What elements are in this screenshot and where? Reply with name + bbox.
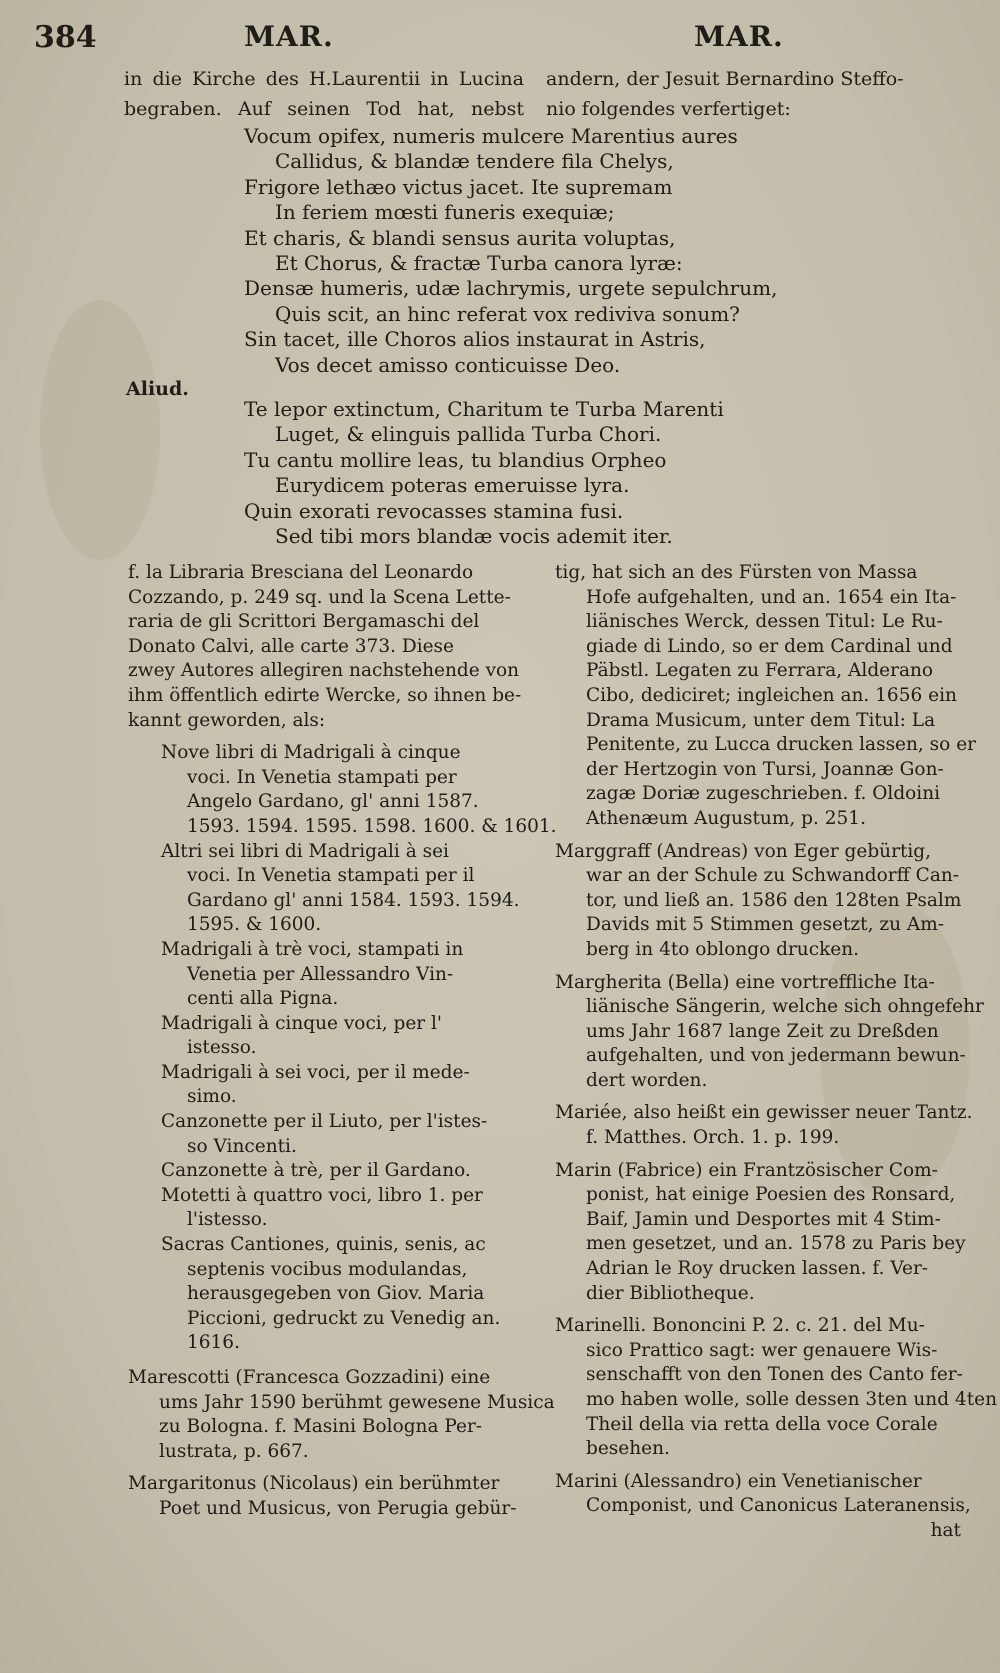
running-head-right: MAR. [694,20,784,53]
text-line: kannt geworden, als: [128,709,326,731]
text-line: senschafft von den Tonen des Canto fer- [586,1364,963,1386]
verse-line: Tu cantu mollire leas, tu blandius Orpheo [244,447,667,472]
text-line: Marin (Fabrice) ein Frantzösischer Com- [555,1159,938,1181]
text-line: zagæ Doriæ zugeschrieben. f. Oldoini [586,783,941,805]
text-line: Madrigali à cinque voci, per l' [161,1012,442,1034]
text-line: centi alla Pigna. [187,988,339,1010]
dictionary-entry [128,1366,555,1464]
dictionary-entry [555,840,961,963]
work-item [128,1012,536,1061]
verse-line: Densæ humeris, udæ lachrymis, urgete sepulchrum, [244,276,778,301]
text-line: war an der Schule zu Schwandorff Can- [586,865,960,887]
work-item [128,741,557,839]
text-line: andern, der Jesuit Bernardino Steffo- [546,68,904,90]
dictionary-entry [555,1314,997,1462]
text-line: ums Jahr 1687 lange Zeit zu Dreßden [586,1020,939,1042]
text-line: Marinelli. Bononcini P. 2. c. 21. del Mu- [555,1315,925,1337]
text-line: dier Bibliotheque. [586,1282,755,1304]
verse-line: Luget, & elinguis pallida Turba Chori. [275,422,662,447]
verse-line: Frigore lethæo victus jacet. Ite supremam [244,174,673,199]
text-line: so Vincenti. [187,1135,297,1157]
text-line: Päbstl. Legaten zu Ferrara, Alderano [586,660,934,682]
top-right-text [546,64,966,124]
text-line: Altri sei libri di Madrigali à sei [161,840,449,862]
text-line: zwey Autores allegiren nachstehende von [128,660,520,682]
text-line: besehen. [586,1438,670,1460]
text-line: ihm öffentlich edirte Wercke, so ihnen be- [128,684,522,706]
text-line: lustrata, p. 667. [159,1440,309,1462]
text-line: voci. In Venetia stampati per il [187,865,475,887]
text-line: Hofe aufgehalten, und an. 1654 ein Ita- [586,586,957,608]
text-line: nio folgendes verfertiget: [546,98,791,120]
text-line: Cozzando, p. 249 sq. und la Scena Lette- [128,586,511,608]
text-line: Angelo Gardano, gl' anni 1587. [187,791,479,813]
text-line: Davids mit 5 Stimmen gesetzt, zu Am- [586,914,945,936]
work-item [128,1184,536,1233]
text-line: Sacras Cantiones, quinis, senis, ac [161,1234,486,1256]
text-line: Marini (Alessandro) ein Venetianischer [555,1470,922,1492]
text-line: Mariée, also heißt ein gewisser neuer Tantz. [555,1102,973,1124]
text-line: aufgehalten, und von jedermann bewun- [586,1045,966,1067]
text-line: Adrian le Roy drucken lassen. f. Ver- [586,1258,929,1280]
dictionary-entry [555,971,984,1094]
work-item [128,1061,536,1110]
work-item [128,1110,536,1159]
text-line: Madrigali à sei voci, per il mede- [161,1061,470,1083]
text-line: Baif, Jamin und Desportes mit 4 Stim- [586,1208,941,1230]
text-line: Piccioni, gedruckt zu Venedig an. [187,1307,501,1329]
text-line: Canzonette à trè, per il Gardano. [161,1160,471,1182]
text-line: Margherita (Bella) eine vortreffliche Ita- [555,971,935,993]
dictionary-entry [555,561,976,832]
text-line: l'istesso. [187,1209,268,1231]
text-line: Motetti à quattro voci, libro 1. per [161,1184,483,1206]
second-epitaph-poem [244,397,944,549]
text-line: sico Prattico sagt: wer genauere Wis- [586,1339,938,1361]
text-line: zu Bologna. f. Masini Bologna Per- [159,1416,483,1438]
text-line: Componist, und Canonicus Lateranensis, [586,1495,971,1517]
verse-line: Sin tacet, ille Choros alios instaurat in Astris, [244,327,706,352]
aliud-label: Aliud. [126,378,189,400]
text-line: f. Matthes. Orch. 1. p. 199. [586,1127,840,1149]
text-line: septenis vocibus modulandas, [187,1258,468,1280]
dictionary-entry [128,1472,536,1521]
text-line: Gardano gl' anni 1584. 1593. 1594. [187,889,520,911]
right-column [555,561,997,1552]
work-item [128,938,536,1012]
works-list [128,741,557,1356]
catchword: hat [930,1519,961,1541]
text-line: 1616. [187,1332,240,1354]
text-line: Athenæum Augustum, p. 251. [586,807,866,829]
text-line: liänische Sängerin, welche sich ohngefehr [586,996,984,1018]
text-line: dert worden. [586,1069,708,1091]
verse-line: Callidus, & blandæ tendere fila Chelys, [275,149,674,174]
text-line: men gesetzet, und an. 1578 zu Paris bey [586,1233,966,1255]
verse-line: Vocum opifex, numeris mulcere Marentius aures [244,124,738,148]
text-line: Marggraff (Andreas) von Eger gebürtig, [555,840,932,862]
text-line: f. la Libraria Bresciana del Leonardo [128,562,474,583]
text-line: Canzonette per il Liuto, per l'istes- [161,1111,488,1133]
text-line: tor, und ließ an. 1586 den 128ten Psalm [586,889,962,911]
text-line: ponist, hat einige Poesien des Ronsard, [586,1184,956,1206]
work-item [128,1159,536,1184]
verse-line: Quis scit, an hinc referat vox rediviva sonum? [275,301,740,326]
text-line: Nove libri di Madrigali à cinque [161,742,461,764]
text-line: raria de gli Scrittori Bergamaschi del [128,611,480,633]
text-line: Margaritonus (Nicolaus) ein berühmter [128,1473,500,1495]
text-line: Marescotti (Francesca Gozzadini) eine [128,1367,491,1388]
text-line: voci. In Venetia stampati per [187,766,457,788]
text-line: istesso. [187,1037,257,1059]
text-line: Cibo, dediciret; ingleichen an. 1656 ein [586,684,957,706]
text-line: 1595. & 1600. [187,914,322,936]
text-line: berg in 4to oblongo drucken. [586,938,860,960]
text-line: in die Kirche des H.Laurentii in Lucina [124,68,524,90]
text-line: Venetia per Allessandro Vin- [187,963,454,985]
left-column [128,561,557,1530]
dictionary-entry [555,1101,973,1150]
verse-line: Eurydicem poteras emeruisse lyra. [275,473,630,498]
text-line: ums Jahr 1590 berühmt gewesene Musica [159,1391,555,1413]
text-line: Penitente, zu Lucca drucken lassen, so er [586,734,976,756]
top-left-text [124,64,524,124]
text-line: Drama Musicum, unter dem Titul: La [586,709,936,731]
text-line: Theil della via retta della voce Corale [586,1413,938,1435]
dictionary-entry [555,1470,971,1544]
work-item [128,840,536,938]
text-line: Donato Calvi, alle carte 373. Diese [128,635,454,657]
text-line: 1593. 1594. 1595. 1598. 1600. & 1601. [187,815,557,837]
running-head-left: MAR. [244,20,334,53]
dictionary-entry [555,1159,966,1307]
verse-line: Quin exorati revocasses stamina fusi. [244,498,624,523]
text-line: mo haben wolle, solle dessen 3ten und 4ten [586,1389,997,1410]
text-line: tig, hat sich an des Fürsten von Massa [555,562,918,583]
text-line: simo. [187,1086,237,1108]
verse-line: Sed tibi mors blandæ vocis ademit iter. [275,524,673,549]
text-line: Madrigali à trè voci, stampati in [161,938,464,960]
verse-line: Et charis, & blandi sensus aurita voluptas, [244,225,676,250]
page-number: 384 [34,20,97,55]
running-header [0,18,1000,58]
verse-line: In feriem mœsti funeris exequiæ; [275,200,615,225]
verse-line: Vos decet amisso conticuisse Deo. [275,352,621,377]
text-line: giade di Lindo, so er dem Cardinal und [586,635,953,657]
text-line: Poet und Musicus, von Perugia gebür- [159,1497,517,1519]
text-line: begraben. Auf seinen Tod hat, nebst [124,98,524,120]
work-item [128,1233,536,1356]
intro-paragraph [128,561,536,733]
verse-line: Te lepor extinctum, Charitum te Turba Marenti [244,397,724,421]
paper-stain [40,300,160,560]
text-line: liänisches Werck, dessen Titul: Le Ru- [586,611,943,633]
text-line: der Hertzogin von Tursi, Joannæ Gon- [586,758,944,780]
text-line: herausgegeben von Giov. Maria [187,1283,485,1305]
epitaph-poem [244,124,944,378]
verse-line: Et Chorus, & fractæ Turba canora lyræ: [275,251,683,276]
